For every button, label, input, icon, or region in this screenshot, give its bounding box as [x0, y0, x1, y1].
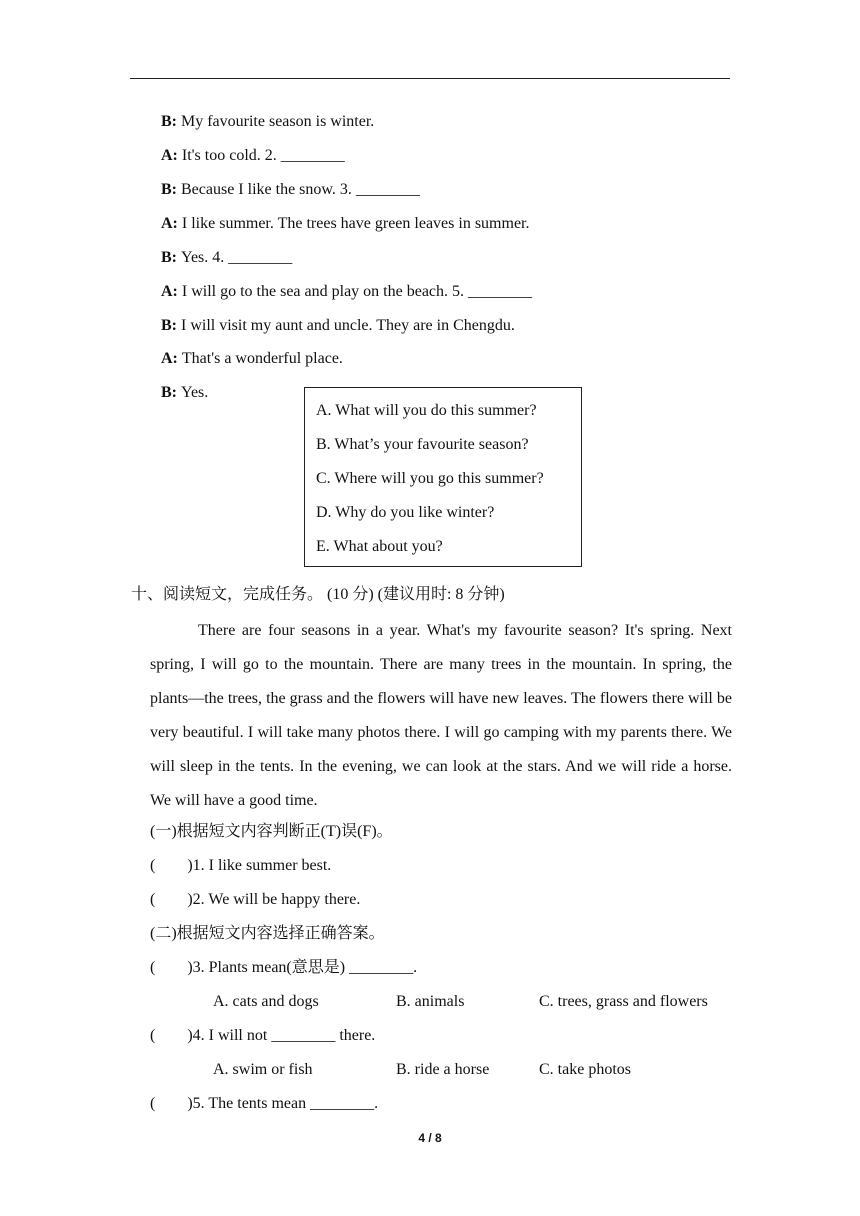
- dialogue-line: A: That's a wonderful place.: [161, 350, 343, 367]
- q3-option-b: B. animals: [396, 993, 465, 1010]
- dialogue-line: B: Because I like the snow. 3. ________: [161, 181, 420, 198]
- option-a: A. What will you do this summer?: [316, 402, 537, 419]
- dialogue-line: B: I will visit my aunt and uncle. They are in Chengdu.: [161, 317, 515, 334]
- answer-paren: ( ): [150, 891, 193, 908]
- option-e: E. What about you?: [316, 538, 443, 555]
- dialogue-line: B: My favourite season is winter.: [161, 113, 375, 130]
- option-d: D. Why do you like winter?: [316, 504, 495, 521]
- option-c: C. Where will you go this summer?: [316, 470, 544, 487]
- dialogue-line: A: I will go to the sea and play on the beach. 5. ________: [161, 283, 533, 300]
- question-1: ( )1. I like summer best.: [150, 857, 332, 874]
- options-box: [304, 387, 582, 567]
- answer-paren: ( ): [150, 1095, 193, 1112]
- question-3: ( )3. Plants mean(意思是) ________.: [150, 959, 418, 976]
- answer-paren: ( ): [150, 959, 193, 976]
- q3-option-c: C. trees, grass and flowers: [539, 993, 708, 1010]
- question-2: ( )2. We will be happy there.: [150, 891, 361, 908]
- answer-paren: ( ): [150, 1027, 193, 1044]
- reading-passage: There are four seasons in a year. What's my favourite season? It's spring. Next spring, I will go to the mountain. There are many trees in the mountain. In spring, the plants—the trees, the grass and the flowers will have new leaves. The flowers there will be very beautiful. I will take many photos there. I will go camping with my parents there. We will sleep in the tents. In the evening, we can look at the stars. And we will ride a horse. We will have a good time.: [150, 622, 732, 809]
- q4-option-a: A. swim or fish: [213, 1061, 313, 1078]
- dialogue-line: B: Yes. 4. ________: [161, 249, 293, 266]
- section-heading: 十、阅读短文，完成任务。 (10 分) (建议用时: 8 分钟): [131, 586, 505, 603]
- question-4: ( )4. I will not ________ there.: [150, 1027, 376, 1044]
- q4-option-b: B. ride a horse: [396, 1061, 490, 1078]
- part2-title: (二)根据短文内容选择正确答案。: [150, 925, 385, 942]
- part1-title: (一)根据短文内容判断正(T)误(F)。: [150, 823, 393, 840]
- option-b: B. What’s your favourite season?: [316, 436, 529, 453]
- answer-paren: ( ): [150, 857, 193, 874]
- q4-option-c: C. take photos: [539, 1061, 631, 1078]
- q3-option-a: A. cats and dogs: [213, 993, 319, 1010]
- dialogue-line: A: It's too cold. 2. ________: [161, 147, 345, 164]
- page-number: 4 / 8: [418, 1131, 442, 1145]
- question-5: ( )5. The tents mean ________.: [150, 1095, 379, 1112]
- dialogue-line: B: Yes.: [161, 384, 209, 401]
- header-rule: [130, 78, 730, 79]
- dialogue-line: A: I like summer. The trees have green leaves in summer.: [161, 215, 530, 232]
